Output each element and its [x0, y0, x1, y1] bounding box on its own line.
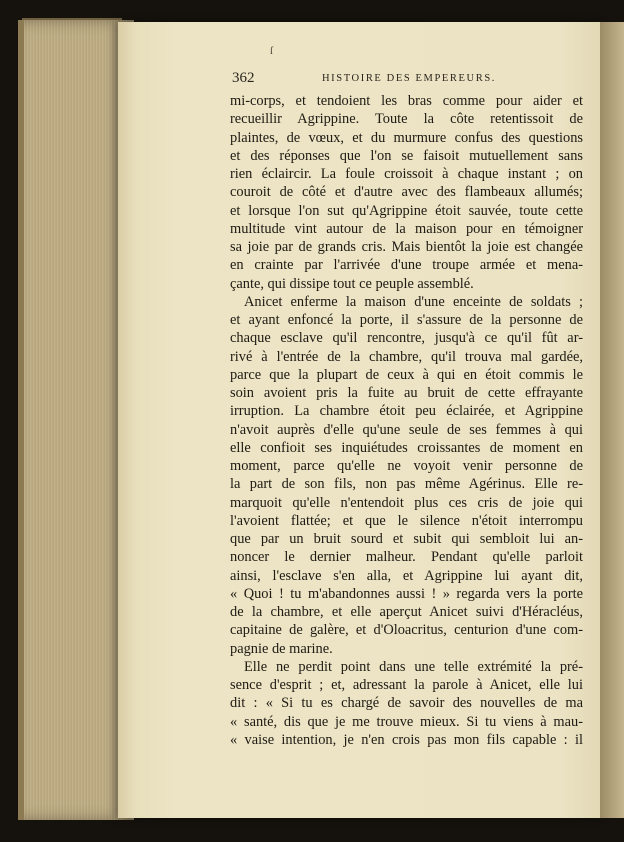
- text-line: recueillir Agrippine. Toute la côte retentissoit de: [230, 111, 583, 128]
- text-line: soin avoient pris la fuite au bruit de cette effrayante: [230, 385, 583, 401]
- text-line: n'avoit auprès d'elle qu'une seule de ses femmes à qui: [230, 421, 583, 438]
- text-line: « santé, dis que je me trouve mieux. Si tu viens à mau-: [230, 713, 583, 730]
- text-line: moment, parce qu'elle ne voyoit venir personne de: [230, 458, 583, 474]
- text-line: rivé à l'entrée de la chambre, qu'il trouva mal gardée,: [230, 348, 583, 365]
- text-line: Elle ne perdit point dans une telle extrémité la pré-: [244, 658, 583, 675]
- text-line: irruption. La chambre étoit peu éclairée, et Agrippine: [230, 403, 583, 420]
- text-line: « vaise intention, je n'en crois pas mon fils capable : il: [230, 731, 583, 748]
- text-line: rien éclaircir. La foule croissoit à chaque instant ; on: [230, 166, 583, 182]
- running-title: HISTOIRE DES EMPEREURS.: [322, 73, 496, 84]
- page-header: [232, 70, 582, 90]
- text-line: çante, qui dissipe tout ce peuple assemblé.: [230, 275, 474, 292]
- text-line: plaintes, de vœux, et du murmure confus des questions: [230, 129, 583, 146]
- text-line: pagnie de marine.: [230, 640, 333, 657]
- text-line: couroit de côté et d'autre avec des flambeaux allumés;: [230, 184, 583, 201]
- text-line: marquoit qu'elle n'entendoit plus ces cris de joie qui: [230, 494, 583, 511]
- text-line: et ayant enfoncé la porte, il s'assure de la personne de: [230, 312, 583, 328]
- text-line: l'avoient flattée; et que le silence n'étoit interrompu: [230, 512, 583, 529]
- page-mark: ſ: [270, 46, 273, 57]
- text-line: Anicet enferme la maison d'une enceinte de soldats ;: [244, 293, 583, 310]
- page-number: 362: [232, 70, 255, 86]
- text-line: sa joie par de grands cris. Mais bientôt la joie est changée: [230, 239, 583, 255]
- text-line: elle confioit ses inquiétudes croissantes de moment en: [230, 439, 583, 456]
- facing-page-edge: [600, 22, 624, 818]
- text-line: que par un bruit sourd et subit qui sembloit lui an-: [230, 531, 583, 547]
- text-line: multitude vint autour de la maison pour en témoigner: [230, 220, 583, 237]
- text-line: et lorsque l'on sut qu'Agrippine étoit sauvée, toute cette: [230, 202, 583, 219]
- text-line: la part de son fils, non pas même Agérinus. Elle re-: [230, 476, 583, 493]
- text-line: mi-corps, et tendoient les bras comme pour aider et: [230, 93, 583, 109]
- text-line: noncer le dernier malheur. Pendant qu'elle parloit: [230, 549, 583, 566]
- text-line: sence d'esprit ; et, adressant la parole à Anicet, elle lui: [230, 677, 583, 693]
- text-line: dit : « Si tu es chargé de savoir des nouvelles de ma: [230, 695, 583, 712]
- book-page-edges: [18, 20, 134, 820]
- text-line: chaque esclave qu'il rencontre, jusqu'à ce qu'il fût ar-: [230, 330, 583, 347]
- text-line: capitaine de galère, et d'Oloacritus, centurion d'une com-: [230, 622, 583, 639]
- body-text: [230, 92, 583, 749]
- text-line: de la chambre, et elle aperçut Anicet suivi d'Héracléus,: [230, 604, 583, 620]
- text-line: ainsi, l'esclave s'en alla, et Agrippine lui ayant dit,: [230, 567, 583, 584]
- text-line: en crainte par l'arrivée d'une troupe armée et mena-: [230, 257, 583, 274]
- text-line: parce que la plupart de ceux à qui en étoit commis le: [230, 366, 583, 383]
- text-line: et des réponses que l'on se faisoit mutuellement sans: [230, 147, 583, 164]
- text-line: « Quoi ! tu m'abandonnes aussi ! » regarda vers la porte: [230, 585, 583, 602]
